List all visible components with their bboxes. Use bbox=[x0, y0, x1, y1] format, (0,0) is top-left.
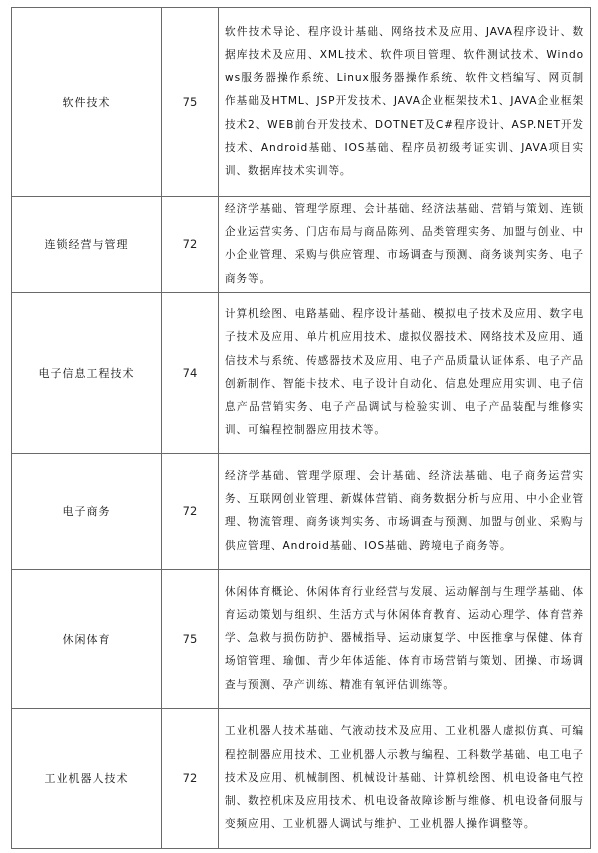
table-row bbox=[12, 453, 591, 569]
major-courses: 计算机绘图、电路基础、程序设计基础、模拟电子技术及应用、数字电子技术及应用、单片机应用技术、虚拟仪器技术、网络技术及应用、通信技术与系统、传感器技术及应用、电子产品质量认证体系、电子产品创新制作、智能卡技术、电子设计自动化、信息处理应用实训、电子信息产品营销实务、电子产品调试与检验实训、电子产品装配与维修实训、可编程控制器应用技术等。 bbox=[219, 292, 591, 453]
major-credits: 72 bbox=[162, 453, 219, 569]
major-credits: 75 bbox=[162, 569, 219, 708]
major-name: 软件技术 bbox=[12, 8, 162, 197]
major-name: 电子信息工程技术 bbox=[12, 292, 162, 453]
major-courses: 经济学基础、管理学原理、会计基础、经济法基础、电子商务运营实务、互联网创业管理、新媒体营销、商务数据分析与应用、中小企业管理、物流管理、商务谈判实务、市场调查与预测、加盟与创业、采购与供应管理、Android基础、IOS基础、跨境电子商务等。 bbox=[219, 453, 591, 569]
major-credits: 72 bbox=[162, 197, 219, 293]
table-row bbox=[12, 292, 591, 453]
major-name: 休闲体育 bbox=[12, 569, 162, 708]
major-name: 工业机器人技术 bbox=[12, 708, 162, 848]
table-row bbox=[12, 8, 591, 197]
major-credits: 74 bbox=[162, 292, 219, 453]
table-row bbox=[12, 197, 591, 293]
major-courses: 软件技术导论、程序设计基础、网络技术及应用、JAVA程序设计、数据库技术及应用、XML技术、软件项目管理、软件测试技术、Windows服务器操作系统、Linux服务器操作系统、软件文档编写、网页制作基础及HTML、JSP开发技术、JAVA企业框架技术1、JAVA企业框架技术2、WEB前台开发技术、DOTNET及C#程序设计、ASP.NET开发技术、Android基础、IOS基础、程序员初级考证实训、JAVA项目实训、数据库技术实训等。 bbox=[219, 8, 591, 197]
table-row bbox=[12, 569, 591, 708]
major-name: 连锁经营与管理 bbox=[12, 197, 162, 293]
major-courses: 工业机器人技术基础、气液动技术及应用、工业机器人虚拟仿真、可编程控制器应用技术、工业机器人示教与编程、工科数学基础、电工电子技术及应用、机械制图、机械设计基础、计算机绘图、机电设备电气控制、数控机床及应用技术、机电设备故障诊断与维修、机电设备伺服与变频应用、工业机器人调试与维护、工业机器人操作调整等。 bbox=[219, 708, 591, 848]
major-name: 电子商务 bbox=[12, 453, 162, 569]
major-courses: 经济学基础、管理学原理、会计基础、经济法基础、营销与策划、连锁企业运营实务、门店布局与商品陈列、品类管理实务、加盟与创业、中小企业管理、采购与供应管理、市场调查与预测、商务谈判实务、电子商务等。 bbox=[219, 197, 591, 293]
major-credits: 72 bbox=[162, 708, 219, 848]
majors-table bbox=[11, 7, 591, 849]
major-courses: 休闲体育概论、休闲体育行业经营与发展、运动解剖与生理学基础、体育运动策划与组织、生活方式与休闲体育教育、运动心理学、体育营养学、急救与损伤防护、器械指导、运动康复学、中医推拿与保健、体育场馆管理、瑜伽、青少年体适能、体育市场营销与策划、团操、市场调查与预测、孕产训练、精准有氧评估训练等。 bbox=[219, 569, 591, 708]
table-row bbox=[12, 708, 591, 848]
major-credits: 75 bbox=[162, 8, 219, 197]
